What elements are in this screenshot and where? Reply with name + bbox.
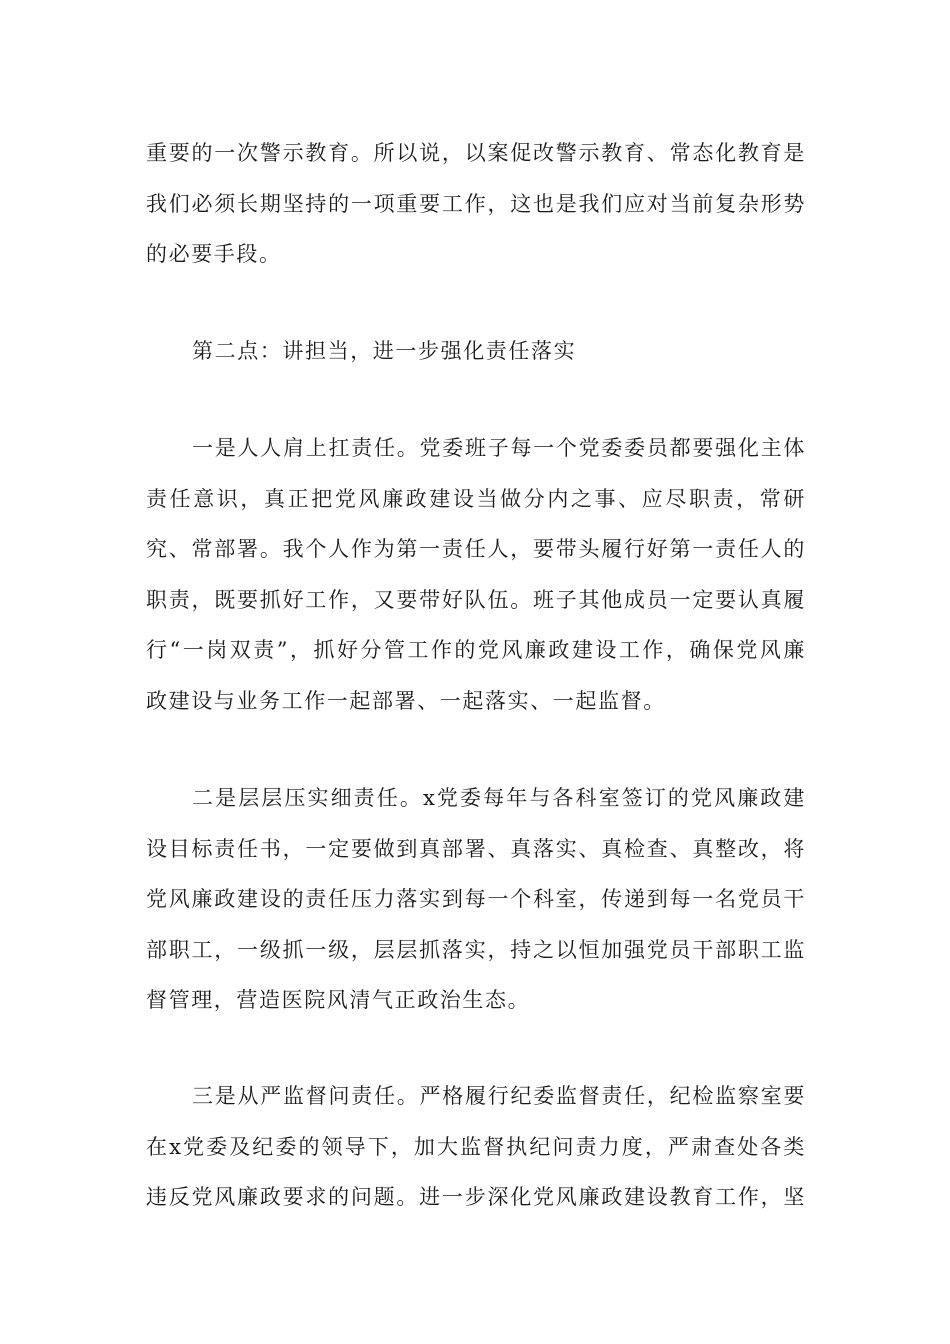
text-line: 究、常部署。我个人作为第一责任人，要带头履行好第一责任人的 xyxy=(146,537,806,561)
text-line: 一是人人肩上扛责任。党委班子每一个党委委员都要强化主体 xyxy=(192,436,806,460)
text-line: 的必要手段。 xyxy=(146,242,282,266)
text-line: 党风廉政建设的责任压力落实到每一个科室，传递到每一名党员干 xyxy=(146,887,806,911)
text-line: 政建设与业务工作一起部署、一起落实、一起监督。 xyxy=(146,688,666,713)
paragraph-responsibility-supervision xyxy=(146,1071,806,1223)
text-line: 二是层层压实细责任。x党委每年与各科室签订的党风廉政建 xyxy=(192,786,806,810)
paragraph-responsibility-layers xyxy=(146,773,806,1026)
text-line: 三是从严监督问责任。严格履行纪委监督责任，纪检监察室要 xyxy=(192,1084,806,1108)
text-line: 责任意识，真正把党风廉政建设当做分内之事、应尽职责，常研 xyxy=(146,486,806,511)
text-line: 违反党风廉政要求的问题。进一步深化党风廉政建设教育工作，坚 xyxy=(146,1185,806,1209)
text-line: 在x党委及纪委的领导下，加大监督执纪问责力度，严肃查处各类 xyxy=(146,1134,806,1159)
section-heading xyxy=(146,326,806,377)
text-line: 行“一岗双责”，抓好分管工作的党风廉政建设工作，确保党风廉 xyxy=(146,638,806,662)
text-line: 我们必须长期坚持的一项重要工作，这也是我们应对当前复杂形势 xyxy=(146,191,806,216)
heading-text: 第二点：讲担当，进一步强化责任落实 xyxy=(192,339,577,363)
text-line: 督管理，营造医院风清气正政治生态。 xyxy=(146,988,531,1012)
text-line: 重要的一次警示教育。所以说，以案促改警示教育、常态化教育是 xyxy=(146,141,806,165)
text-line: 设目标责任书，一定要做到真部署、真落实、真检查、真整改，将 xyxy=(146,836,806,861)
text-line: 部职工，一级抓一级，层层抓落实，持之以恒加强党员干部职工监 xyxy=(146,937,806,962)
text-line: 职责，既要抓好工作，又要带好队伍。班子其他成员一定要认真履 xyxy=(146,587,806,612)
paragraph-responsibility-everyone xyxy=(146,423,806,726)
paragraph-warning-education xyxy=(146,128,806,280)
